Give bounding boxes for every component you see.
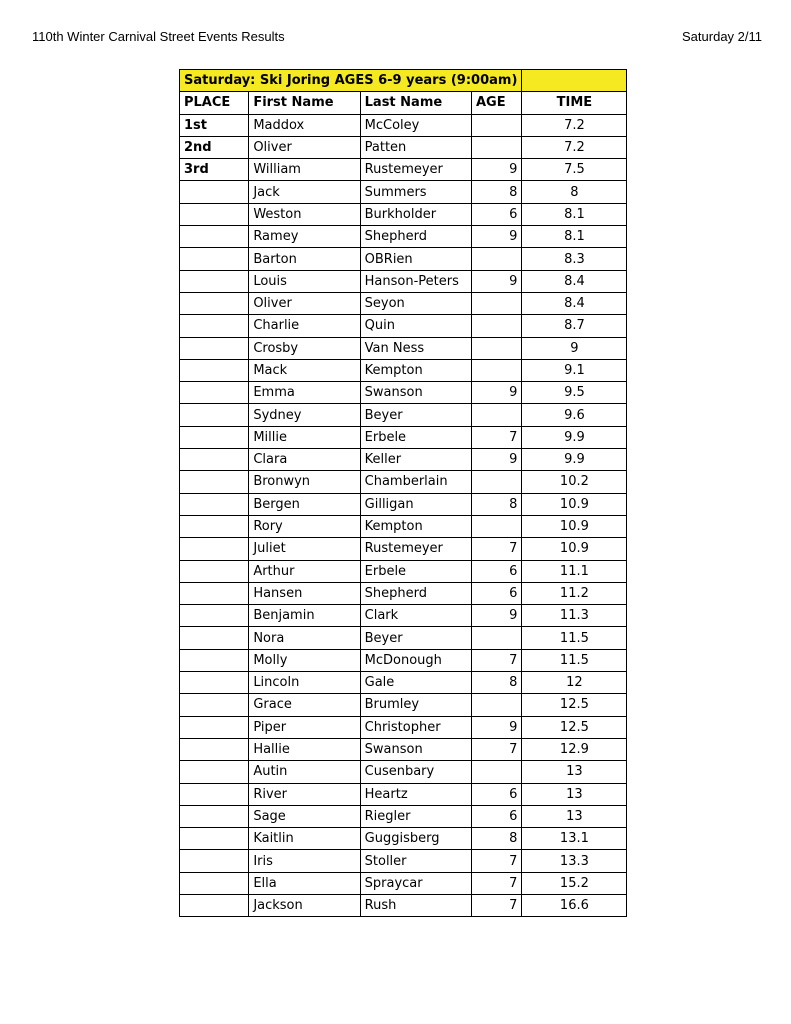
cell-age — [471, 114, 521, 136]
table-row — [180, 805, 627, 827]
cell-first-name: Hansen — [249, 582, 360, 604]
cell-first-name: River — [249, 783, 360, 805]
cell-last-name: Swanson — [360, 738, 471, 760]
cell-first-name: Benjamin — [249, 605, 360, 627]
cell-time: 8.4 — [522, 292, 627, 314]
table-row — [180, 382, 627, 404]
table-row — [180, 337, 627, 359]
cell-last-name: Quin — [360, 315, 471, 337]
cell-place — [180, 337, 249, 359]
cell-place — [180, 582, 249, 604]
cell-time: 9.5 — [522, 382, 627, 404]
table-row — [180, 783, 627, 805]
cell-age — [471, 337, 521, 359]
cell-last-name: Spraycar — [360, 872, 471, 894]
cell-age: 7 — [471, 738, 521, 760]
event-title-row — [180, 70, 627, 92]
results-table — [179, 69, 627, 917]
cell-first-name: Juliet — [249, 538, 360, 560]
cell-last-name: Erbele — [360, 560, 471, 582]
cell-time: 8.1 — [522, 226, 627, 248]
table-row — [180, 582, 627, 604]
cell-time: 7.5 — [522, 159, 627, 181]
cell-time: 9.9 — [522, 449, 627, 471]
cell-last-name: Beyer — [360, 404, 471, 426]
cell-last-name: Beyer — [360, 627, 471, 649]
cell-age: 6 — [471, 560, 521, 582]
cell-place: 2nd — [180, 136, 249, 158]
cell-first-name: Ella — [249, 872, 360, 894]
table-row — [180, 738, 627, 760]
cell-time: 12.5 — [522, 716, 627, 738]
table-row — [180, 471, 627, 493]
cell-last-name: Riegler — [360, 805, 471, 827]
cell-place: 3rd — [180, 159, 249, 181]
cell-last-name: Van Ness — [360, 337, 471, 359]
cell-place — [180, 426, 249, 448]
cell-age: 6 — [471, 582, 521, 604]
cell-place — [180, 248, 249, 270]
column-header-place: PLACE — [180, 92, 249, 114]
cell-first-name: Piper — [249, 716, 360, 738]
table-row — [180, 359, 627, 381]
cell-first-name: Charlie — [249, 315, 360, 337]
cell-time: 11.2 — [522, 582, 627, 604]
cell-first-name: Ramey — [249, 226, 360, 248]
page-date: Saturday 2/11 — [682, 29, 762, 44]
cell-first-name: Louis — [249, 270, 360, 292]
column-header-age: AGE — [471, 92, 521, 114]
cell-last-name: McColey — [360, 114, 471, 136]
cell-time: 8.1 — [522, 203, 627, 225]
cell-time: 9 — [522, 337, 627, 359]
cell-first-name: Crosby — [249, 337, 360, 359]
cell-last-name: Guggisberg — [360, 828, 471, 850]
cell-last-name: Summers — [360, 181, 471, 203]
cell-last-name: Shepherd — [360, 226, 471, 248]
table-row — [180, 761, 627, 783]
cell-time: 13 — [522, 783, 627, 805]
cell-age — [471, 694, 521, 716]
table-row — [180, 515, 627, 537]
column-header-last-name: Last Name — [360, 92, 471, 114]
cell-last-name: Keller — [360, 449, 471, 471]
table-row — [180, 850, 627, 872]
cell-first-name: Jackson — [249, 894, 360, 916]
cell-time: 7.2 — [522, 114, 627, 136]
cell-age — [471, 315, 521, 337]
cell-time: 7.2 — [522, 136, 627, 158]
table-row — [180, 292, 627, 314]
cell-place — [180, 359, 249, 381]
cell-last-name: Rush — [360, 894, 471, 916]
cell-age — [471, 292, 521, 314]
cell-place — [180, 270, 249, 292]
cell-last-name: Stoller — [360, 850, 471, 872]
cell-place — [180, 605, 249, 627]
cell-place — [180, 828, 249, 850]
cell-first-name: Autin — [249, 761, 360, 783]
cell-first-name: Millie — [249, 426, 360, 448]
cell-age: 6 — [471, 783, 521, 805]
cell-first-name: Rory — [249, 515, 360, 537]
cell-first-name: Arthur — [249, 560, 360, 582]
cell-time: 8.4 — [522, 270, 627, 292]
cell-age: 8 — [471, 181, 521, 203]
cell-place — [180, 560, 249, 582]
cell-first-name: Lincoln — [249, 672, 360, 694]
page-title: 110th Winter Carnival Street Events Results — [32, 29, 285, 44]
cell-place — [180, 894, 249, 916]
table-row — [180, 203, 627, 225]
cell-place — [180, 805, 249, 827]
cell-first-name: Grace — [249, 694, 360, 716]
cell-age — [471, 761, 521, 783]
cell-first-name: Weston — [249, 203, 360, 225]
cell-time: 8.7 — [522, 315, 627, 337]
cell-age: 7 — [471, 894, 521, 916]
cell-place — [180, 315, 249, 337]
table-row — [180, 560, 627, 582]
cell-time: 10.2 — [522, 471, 627, 493]
table-row — [180, 605, 627, 627]
table-row — [180, 426, 627, 448]
cell-age: 8 — [471, 493, 521, 515]
cell-age: 9 — [471, 270, 521, 292]
cell-place — [180, 694, 249, 716]
cell-first-name: Hallie — [249, 738, 360, 760]
cell-time: 13.3 — [522, 850, 627, 872]
column-header-time: TIME — [522, 92, 627, 114]
table-row — [180, 894, 627, 916]
cell-last-name: Brumley — [360, 694, 471, 716]
cell-last-name: Gilligan — [360, 493, 471, 515]
cell-age: 7 — [471, 850, 521, 872]
cell-age: 8 — [471, 672, 521, 694]
cell-first-name: Molly — [249, 649, 360, 671]
cell-last-name: Erbele — [360, 426, 471, 448]
cell-place — [180, 783, 249, 805]
cell-first-name: Sydney — [249, 404, 360, 426]
cell-age — [471, 248, 521, 270]
cell-last-name: Rustemeyer — [360, 538, 471, 560]
table-row — [180, 136, 627, 158]
cell-last-name: Shepherd — [360, 582, 471, 604]
cell-last-name: Christopher — [360, 716, 471, 738]
table-row — [180, 404, 627, 426]
cell-age: 7 — [471, 649, 521, 671]
cell-place — [180, 449, 249, 471]
cell-place — [180, 538, 249, 560]
table-row — [180, 114, 627, 136]
table-row — [180, 248, 627, 270]
cell-time: 11.3 — [522, 605, 627, 627]
cell-age: 8 — [471, 828, 521, 850]
event-title-blank-cell — [522, 70, 627, 92]
cell-age: 6 — [471, 805, 521, 827]
cell-last-name: Kempton — [360, 515, 471, 537]
cell-time: 10.9 — [522, 538, 627, 560]
cell-last-name: Heartz — [360, 783, 471, 805]
cell-age: 6 — [471, 203, 521, 225]
cell-first-name: Iris — [249, 850, 360, 872]
cell-place — [180, 181, 249, 203]
table-row — [180, 226, 627, 248]
cell-age: 9 — [471, 382, 521, 404]
cell-place: 1st — [180, 114, 249, 136]
cell-last-name: Seyon — [360, 292, 471, 314]
table-row — [180, 828, 627, 850]
cell-time: 9.1 — [522, 359, 627, 381]
cell-place — [180, 292, 249, 314]
cell-time: 11.5 — [522, 649, 627, 671]
cell-last-name: Swanson — [360, 382, 471, 404]
cell-last-name: OBRien — [360, 248, 471, 270]
cell-place — [180, 471, 249, 493]
cell-last-name: Hanson-Peters — [360, 270, 471, 292]
cell-first-name: Emma — [249, 382, 360, 404]
cell-first-name: Sage — [249, 805, 360, 827]
cell-first-name: Mack — [249, 359, 360, 381]
results-body — [180, 114, 627, 917]
cell-first-name: Oliver — [249, 136, 360, 158]
cell-time: 12 — [522, 672, 627, 694]
cell-last-name: Kempton — [360, 359, 471, 381]
cell-age — [471, 136, 521, 158]
cell-first-name: Nora — [249, 627, 360, 649]
cell-age: 9 — [471, 605, 521, 627]
cell-time: 9.9 — [522, 426, 627, 448]
cell-first-name: Bronwyn — [249, 471, 360, 493]
cell-place — [180, 627, 249, 649]
event-title: Saturday: Ski Joring AGES 6-9 years (9:00am) — [180, 70, 522, 92]
table-row — [180, 649, 627, 671]
cell-place — [180, 738, 249, 760]
cell-time: 11.5 — [522, 627, 627, 649]
cell-age — [471, 404, 521, 426]
cell-first-name: Kaitlin — [249, 828, 360, 850]
cell-last-name: Cusenbary — [360, 761, 471, 783]
table-row — [180, 270, 627, 292]
cell-place — [180, 850, 249, 872]
cell-age — [471, 627, 521, 649]
cell-age — [471, 359, 521, 381]
cell-time: 8.3 — [522, 248, 627, 270]
cell-age: 9 — [471, 716, 521, 738]
cell-time: 15.2 — [522, 872, 627, 894]
cell-place — [180, 649, 249, 671]
cell-time: 8 — [522, 181, 627, 203]
table-row — [180, 493, 627, 515]
cell-place — [180, 226, 249, 248]
cell-place — [180, 872, 249, 894]
table-row — [180, 315, 627, 337]
cell-last-name: Gale — [360, 672, 471, 694]
table-row — [180, 672, 627, 694]
cell-time: 12.9 — [522, 738, 627, 760]
cell-time: 13.1 — [522, 828, 627, 850]
cell-first-name: Jack — [249, 181, 360, 203]
cell-last-name: Chamberlain — [360, 471, 471, 493]
table-row — [180, 694, 627, 716]
column-header-first-name: First Name — [249, 92, 360, 114]
table-row — [180, 159, 627, 181]
cell-age: 7 — [471, 872, 521, 894]
cell-age: 7 — [471, 426, 521, 448]
cell-first-name: Clara — [249, 449, 360, 471]
cell-time: 10.9 — [522, 515, 627, 537]
cell-last-name: Clark — [360, 605, 471, 627]
cell-place — [180, 493, 249, 515]
table-row — [180, 181, 627, 203]
cell-last-name: McDonough — [360, 649, 471, 671]
cell-time: 10.9 — [522, 493, 627, 515]
table-row — [180, 716, 627, 738]
cell-age: 9 — [471, 159, 521, 181]
table-row — [180, 627, 627, 649]
cell-place — [180, 672, 249, 694]
cell-first-name: Bergen — [249, 493, 360, 515]
cell-age: 9 — [471, 226, 521, 248]
cell-first-name: Oliver — [249, 292, 360, 314]
cell-place — [180, 203, 249, 225]
table-row — [180, 872, 627, 894]
cell-last-name: Burkholder — [360, 203, 471, 225]
cell-age — [471, 471, 521, 493]
cell-place — [180, 515, 249, 537]
cell-time: 13 — [522, 805, 627, 827]
cell-age — [471, 515, 521, 537]
cell-first-name: William — [249, 159, 360, 181]
cell-place — [180, 716, 249, 738]
cell-last-name: Rustemeyer — [360, 159, 471, 181]
cell-time: 9.6 — [522, 404, 627, 426]
table-row — [180, 449, 627, 471]
cell-place — [180, 761, 249, 783]
table-row — [180, 538, 627, 560]
cell-age: 7 — [471, 538, 521, 560]
cell-place — [180, 404, 249, 426]
cell-time: 12.5 — [522, 694, 627, 716]
cell-last-name: Patten — [360, 136, 471, 158]
cell-place — [180, 382, 249, 404]
cell-age: 9 — [471, 449, 521, 471]
cell-time: 13 — [522, 761, 627, 783]
column-header-row — [180, 92, 627, 114]
cell-first-name: Maddox — [249, 114, 360, 136]
cell-time: 11.1 — [522, 560, 627, 582]
cell-time: 16.6 — [522, 894, 627, 916]
cell-first-name: Barton — [249, 248, 360, 270]
